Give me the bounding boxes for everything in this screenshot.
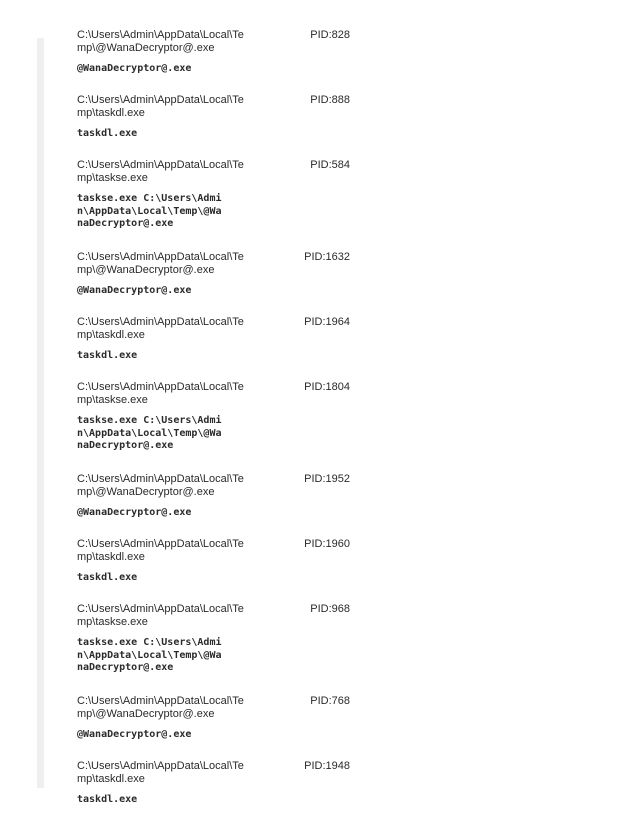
command-line-segment: naDecryptor@.exe xyxy=(77,662,174,673)
process-list xyxy=(0,29,638,825)
process-path-line-1: C:\Users\Admin\AppData\Local\Te xyxy=(77,473,244,485)
process-path xyxy=(77,381,262,407)
process-command-line xyxy=(77,128,252,141)
process-path-line-2: mp\taskse.exe xyxy=(77,616,148,628)
process-path-line-2: mp\@WanaDecryptor@.exe xyxy=(77,486,215,498)
process-path xyxy=(77,603,262,629)
process-path xyxy=(77,159,262,185)
process-entry[interactable] xyxy=(0,381,638,473)
process-command-line xyxy=(77,729,252,742)
process-entry[interactable] xyxy=(0,29,638,94)
process-path-line-1: C:\Users\Admin\AppData\Local\Te xyxy=(77,29,244,41)
process-path xyxy=(77,29,262,55)
process-entry[interactable] xyxy=(0,473,638,538)
process-command-line xyxy=(77,193,252,231)
command-line-segment: naDecryptor@.exe xyxy=(77,218,174,229)
command-line-segment: n\AppData\Local\Temp\@Wa xyxy=(77,427,222,439)
command-line-segment: @WanaDecryptor@.exe xyxy=(77,729,192,740)
process-path-line-2: mp\taskse.exe xyxy=(77,172,148,184)
process-path-line-2: mp\@WanaDecryptor@.exe xyxy=(77,42,215,54)
process-path-line-1: C:\Users\Admin\AppData\Local\Te xyxy=(77,603,244,615)
process-entry[interactable] xyxy=(0,251,638,316)
command-line-segment: taskse.exe C:\Users\Admi xyxy=(77,193,222,204)
process-path-line-1: C:\Users\Admin\AppData\Local\Te xyxy=(77,159,244,171)
process-entry[interactable] xyxy=(0,760,638,825)
command-line-segment: @WanaDecryptor@.exe xyxy=(77,285,192,296)
command-line-segment: taskdl.exe xyxy=(77,794,138,805)
command-line-segment: taskdl.exe xyxy=(77,350,138,361)
process-path-line-2: mp\taskse.exe xyxy=(77,394,148,406)
command-line-segment: n\AppData\Local\Temp\@Wa xyxy=(77,649,222,661)
process-list-viewport[interactable] xyxy=(0,29,638,805)
process-pid: PID:768 xyxy=(310,695,350,707)
process-command-line xyxy=(77,350,252,363)
process-path-line-2: mp\taskdl.exe xyxy=(77,107,145,119)
process-path xyxy=(77,251,262,277)
command-line-segment: @WanaDecryptor@.exe xyxy=(77,63,192,74)
command-line-segment: taskse.exe C:\Users\Admi xyxy=(77,415,222,426)
process-path-line-1: C:\Users\Admin\AppData\Local\Te xyxy=(77,538,244,550)
process-path-line-2: mp\@WanaDecryptor@.exe xyxy=(77,708,215,720)
process-pid: PID:828 xyxy=(310,29,350,41)
process-path-line-1: C:\Users\Admin\AppData\Local\Te xyxy=(77,316,244,328)
process-pid: PID:968 xyxy=(310,603,350,615)
process-pid: PID:1804 xyxy=(304,381,350,393)
process-path-line-1: C:\Users\Admin\AppData\Local\Te xyxy=(77,381,244,393)
process-entry[interactable] xyxy=(0,94,638,159)
process-path-line-1: C:\Users\Admin\AppData\Local\Te xyxy=(77,251,244,263)
process-path-line-2: mp\taskdl.exe xyxy=(77,773,145,785)
process-path xyxy=(77,538,262,564)
process-path xyxy=(77,473,262,499)
command-line-segment: taskse.exe C:\Users\Admi xyxy=(77,637,222,648)
command-line-segment: taskdl.exe xyxy=(77,128,138,139)
command-line-segment: naDecryptor@.exe xyxy=(77,440,174,451)
process-entry[interactable] xyxy=(0,538,638,603)
command-line-segment: taskdl.exe xyxy=(77,572,138,583)
process-path-line-1: C:\Users\Admin\AppData\Local\Te xyxy=(77,94,244,106)
process-command-line xyxy=(77,415,252,453)
command-line-segment: n\AppData\Local\Temp\@Wa xyxy=(77,205,222,217)
process-pid: PID:1632 xyxy=(304,251,350,263)
command-line-segment: @WanaDecryptor@.exe xyxy=(77,507,192,518)
process-entry[interactable] xyxy=(0,316,638,381)
process-command-line xyxy=(77,63,252,76)
process-path-line-1: C:\Users\Admin\AppData\Local\Te xyxy=(77,760,244,772)
process-command-line xyxy=(77,572,252,585)
process-command-line xyxy=(77,285,252,298)
process-command-line xyxy=(77,794,252,807)
process-pid: PID:1948 xyxy=(304,760,350,772)
process-entry[interactable] xyxy=(0,159,638,251)
process-path xyxy=(77,760,262,786)
process-path-line-2: mp\@WanaDecryptor@.exe xyxy=(77,264,215,276)
process-entry[interactable] xyxy=(0,695,638,760)
process-pid: PID:1960 xyxy=(304,538,350,550)
process-path xyxy=(77,94,262,120)
process-path-line-2: mp\taskdl.exe xyxy=(77,329,145,341)
process-pid: PID:1952 xyxy=(304,473,350,485)
process-pid: PID:1964 xyxy=(304,316,350,328)
process-pid: PID:584 xyxy=(310,159,350,171)
process-path xyxy=(77,316,262,342)
process-entry[interactable] xyxy=(0,603,638,695)
process-pid: PID:888 xyxy=(310,94,350,106)
process-command-line xyxy=(77,507,252,520)
process-path-line-2: mp\taskdl.exe xyxy=(77,551,145,563)
process-path xyxy=(77,695,262,721)
process-path-line-1: C:\Users\Admin\AppData\Local\Te xyxy=(77,695,244,707)
process-command-line xyxy=(77,637,252,675)
